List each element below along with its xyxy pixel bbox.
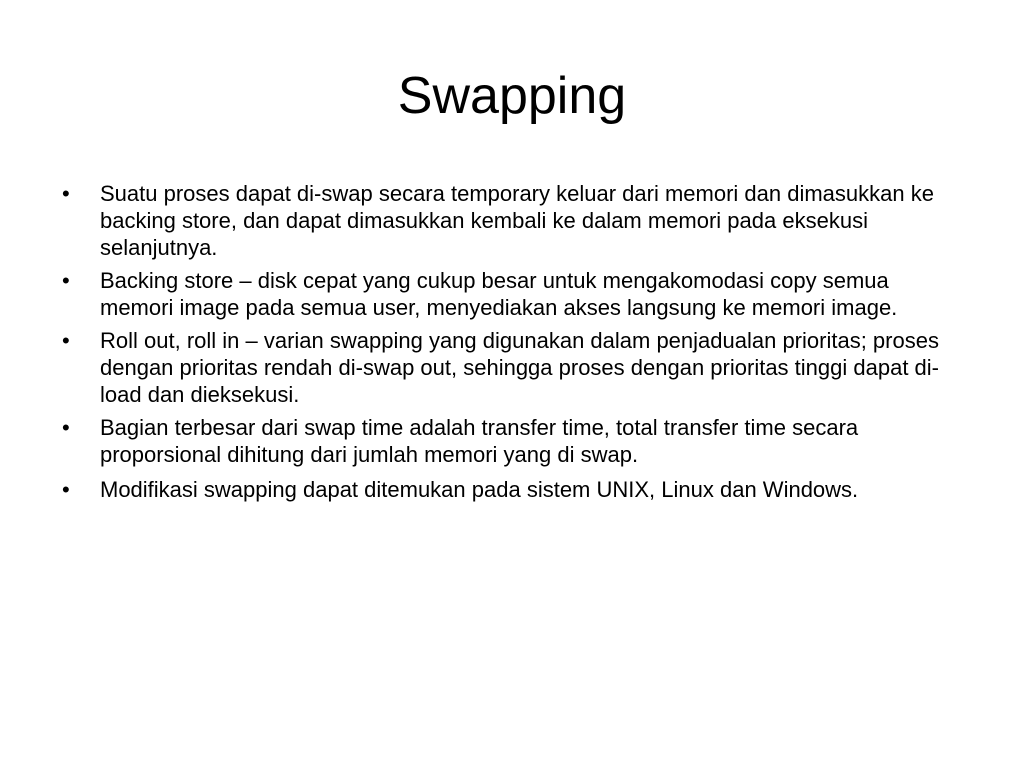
bullet-text: Backing store – disk cepat yang cukup besar untuk mengakomodasi copy semua memori image pada semua user, menyediakan akses langsung ke memori image. <box>100 268 898 320</box>
bullet-icon: • <box>62 181 70 206</box>
bullet-item <box>62 180 962 261</box>
bullet-item <box>62 327 962 408</box>
bullet-list <box>62 180 962 512</box>
bullet-text: Roll out, roll in – varian swapping yang digunakan dalam penjadualan prioritas; proses dengan prioritas rendah di-swap out, sehingga proses dengan prioritas tinggi dapat di-load dan dieksekusi. <box>100 328 939 407</box>
bullet-item <box>62 474 962 506</box>
bullet-text: Bagian terbesar dari swap time adalah transfer time, total transfer time secara proporsional dihitung dari jumlah memori yang di swap. <box>100 415 859 467</box>
bullet-icon: • <box>62 268 70 293</box>
slide-title: Swapping <box>397 67 627 125</box>
bullet-text: Modifikasi swapping dapat ditemukan pada sistem UNIX, Linux dan Windows. <box>100 477 859 502</box>
bullet-item <box>62 267 962 321</box>
bullet-icon: • <box>62 415 70 440</box>
bullet-text: Suatu proses dapat di-swap secara temporary keluar dari memori dan dimasukkan ke backing store, dan dapat dimasukkan kembali ke dalam memori pada eksekusi selanjutnya. <box>100 181 934 260</box>
bullet-icon: • <box>62 477 70 502</box>
bullet-icon: • <box>62 328 70 353</box>
bullet-item <box>62 414 962 468</box>
